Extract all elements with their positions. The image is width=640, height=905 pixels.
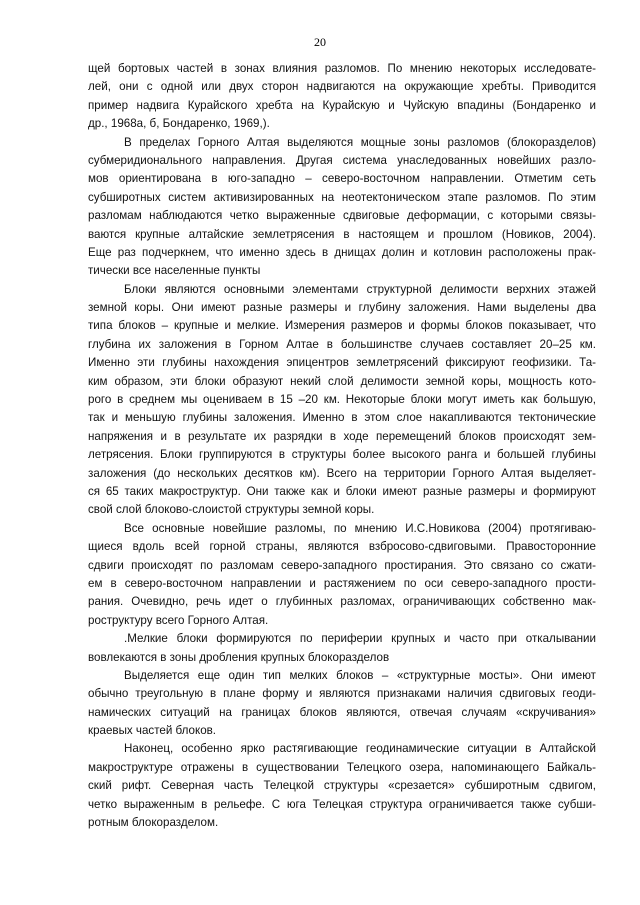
text-line: рания. Очевидно, речь идет о глубинных разломах, ограничивающих собственно мак- xyxy=(88,595,596,609)
text-line: .Мелкие блоки формируются по периферии крупных и часто при откалывании xyxy=(124,632,596,646)
text-line: Наконец, особенно ярко растягивающие геодинамические ситуации в Алтайской xyxy=(124,742,596,756)
text-line: ваются крупные алтайские землетрясения в настоящем и прошлом (Новиков, 2004). xyxy=(88,227,596,241)
text-line: ротным блокоразделом. xyxy=(88,816,219,830)
text-line: Именно эти глубины нахождения эпицентров землетрясений фиксируют геофизики. Та- xyxy=(88,356,596,370)
text-line: сдвиги происходят по разломам северо-западного простирания. Это связано со сжати- xyxy=(88,558,596,572)
text-line: типа блоков – крупные и мелкие. Измерения размеров и формы блоков показывает, что xyxy=(88,319,596,333)
text-line: обычно треугольную в плане форму и являются признаками наличия сдвиговых геоди- xyxy=(88,687,596,701)
text-line: ся 65 таких макроструктур. Они также как и блоки имеют разные размеры и формируют xyxy=(88,484,596,498)
text-line: намических ситуаций на границах блоков являются, отвечая случаям «скручивания» xyxy=(88,705,596,719)
text-line: Выделяется еще один тип мелких блоков – «структурные мосты». Они имеют xyxy=(124,668,596,682)
text-line: так и меньшую глубины заложения. Именно в этом слое накапливаются тектонические xyxy=(88,411,596,425)
text-line: ем в северо-восточном направлении и растяжением по оси северо-западного прости- xyxy=(88,576,596,590)
paragraph xyxy=(88,740,596,832)
text-line: Блоки являются основными элементами структурной делимости верхних этажей xyxy=(124,282,596,296)
text-line: роструктуру всего Горного Алтая. xyxy=(88,613,269,627)
text-line: субширотных систем активизированных на неотектоническом этапе разломов. По этим xyxy=(88,190,596,204)
text-line: Еще раз подчеркнем, что именно здесь в днищах долин и котловин расположены прак- xyxy=(88,245,596,259)
text-line: щей бортовых частей в зонах влияния разломов. По мнению некоторых исследовате- xyxy=(88,62,596,75)
paragraph xyxy=(88,667,596,741)
page-number: 20 xyxy=(314,35,326,49)
text-line: летрясения. Блоки группируются в структуры более высокого ранга и большей глубины xyxy=(88,448,596,462)
text-line: ким образом, эти блоки образуют некий слой делимости земной коры, мощность кото- xyxy=(88,374,596,388)
text-line: тически все населенные пункты xyxy=(88,264,261,278)
text-line: Все основные новейшие разломы, по мнению И.С.Новикова (2004) протягиваю- xyxy=(124,521,596,535)
text-line: щиеся вдоль всей горной страны, являются взбросово-сдвиговыми. Правосторонние xyxy=(88,540,596,554)
text-line: мов ориентирована в юго-западно – северо-восточном направлении. Отметим сеть xyxy=(88,172,596,186)
paragraph xyxy=(88,60,596,134)
text-line: заложения (до нескольких десятков км). Всего на территории Горного Алтая выделяет- xyxy=(88,466,596,480)
paragraph xyxy=(88,134,596,281)
text-line: четко выраженным в рельефе. С юга Телецкая структура ограничивается также субши- xyxy=(88,797,596,811)
text-line: ский рифт. Северная часть Телецкой структуры «срезается» субширотным сдвигом, xyxy=(88,779,596,793)
text-line: лей, они с одной или двух сторон надвигаются на окружающие хребты. Приводится xyxy=(88,80,596,94)
text-line: свой слой блоково-слоистой структуры земной коры. xyxy=(88,503,375,517)
paragraph xyxy=(88,520,596,630)
text-line: пример надвига Курайского хребта на Курайскую и Чуйскую впадины (Бондаренко и xyxy=(88,98,596,112)
text-line: др., 1968а, б, Бондаренко, 1969,). xyxy=(88,117,270,131)
text-line: глубина их заложения в Горном Алтае в большинстве случаев составляет 20–25 км. xyxy=(88,337,596,351)
text-line: субмеридионального направления. Другая система унаследованных новейших разло- xyxy=(88,153,596,167)
body-text xyxy=(88,60,596,832)
text-line: краевых частей блоков. xyxy=(88,724,217,738)
text-line: земной коры. Они имеют разные размеры и глубину заложения. Нами выделены два xyxy=(88,301,596,315)
paragraph xyxy=(88,630,596,667)
paragraph xyxy=(88,281,596,520)
text-line: макроструктуре отражены в существовании Телецкого озера, напоминающего Байкаль- xyxy=(88,760,596,774)
text-line: разломам наблюдаются четко выраженные сдвиговые деформации, с которыми связы- xyxy=(88,209,596,223)
text-line: В пределах Горного Алтая выделяются мощные зоны разломов (блокоразделов) xyxy=(124,135,596,149)
text-line: напряжения и в результате их разрядки в ходе перемещений блоков происходят зем- xyxy=(88,429,596,443)
text-line: рого в среднем мы оцениваем в 15 –20 км. Некоторые блоки могут иметь как большую, xyxy=(88,393,596,407)
text-line: вовлекаются в зоны дробления крупных блокоразделов xyxy=(88,650,390,664)
